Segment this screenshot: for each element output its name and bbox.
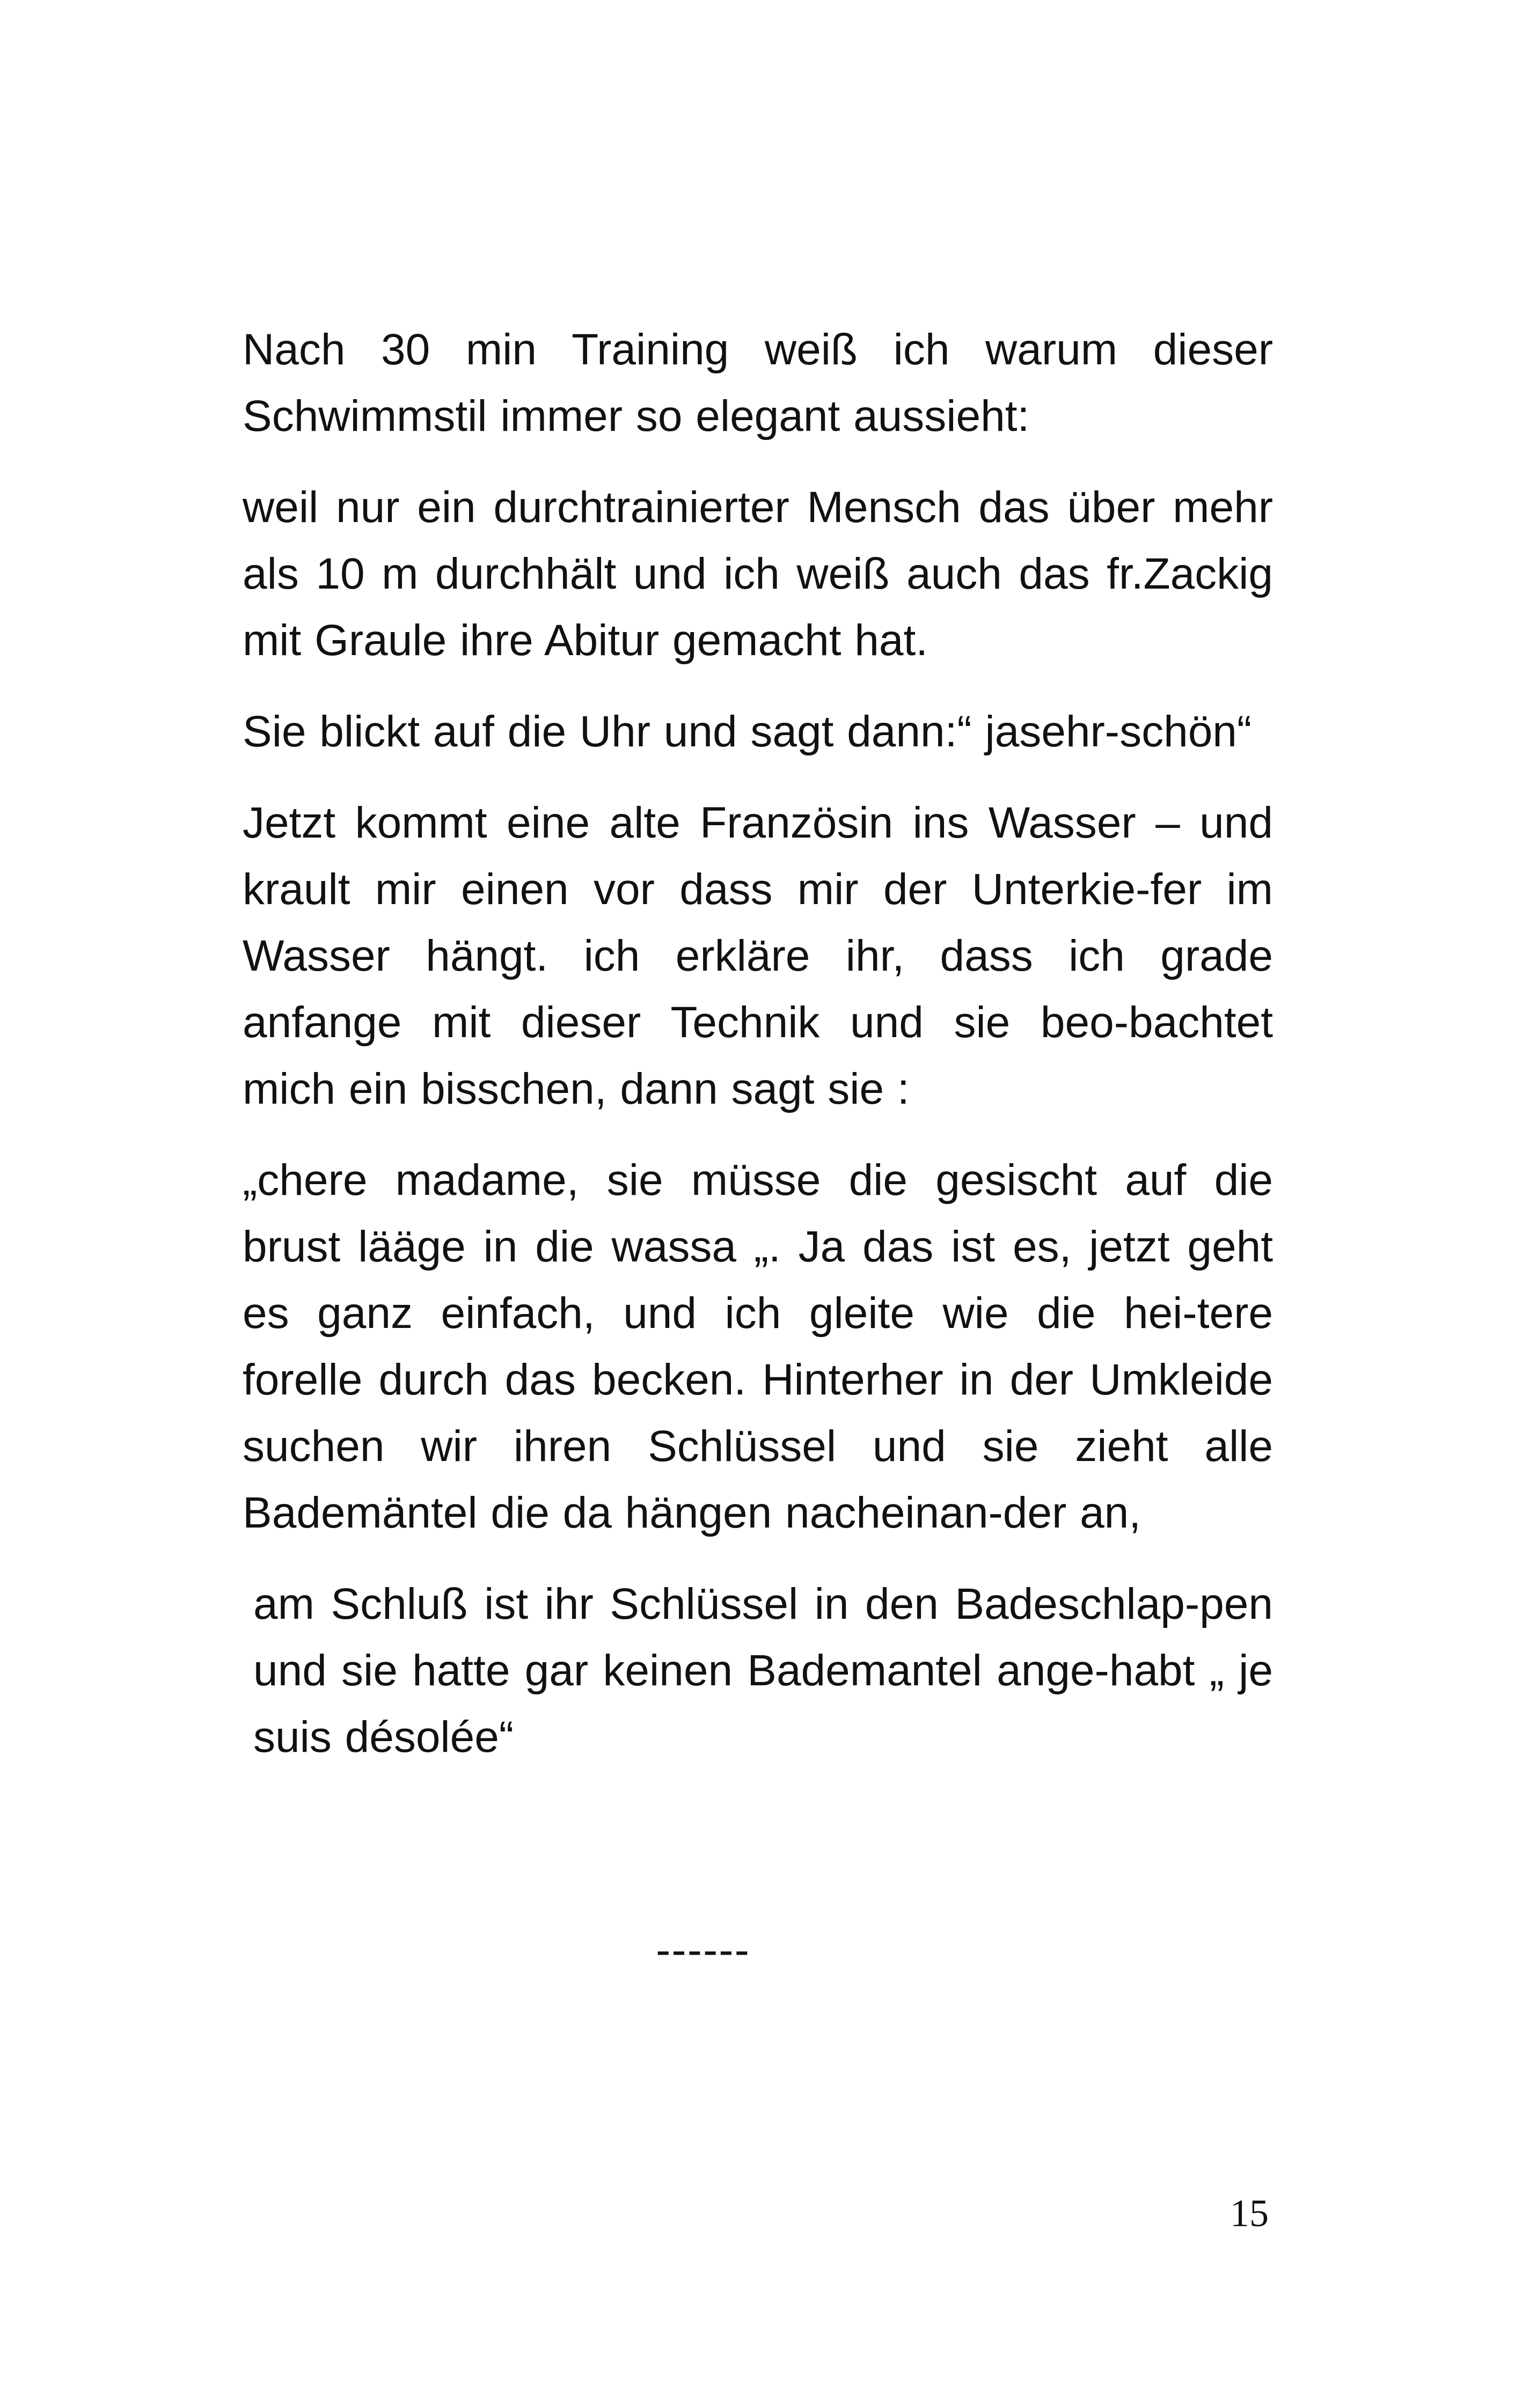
paragraph-5: „chere madame, sie müsse die gesischt auf die brust lääge in die wassa „. Ja das ist es, jetzt geht es ganz einfach, und ich gleite wie die hei-tere forelle durch das becken. Hinterher in der Umkleide suchen wir ihren Schlüssel und sie zieht alle Bademäntel die da hängen nacheinan-der an, xyxy=(243,1156,1273,1537)
paragraph-4: Jetzt kommt eine alte Französin ins Wasser – und krault mir einen vor dass mir der Unterkie-fer im Wasser hängt. ich erkläre ihr, dass ich grade anfange mit dieser Technik und sie beo-bachtet mich ein bisschen, dann sagt sie : xyxy=(243,798,1273,1113)
section-separator: ------ xyxy=(656,1926,750,1974)
body-text xyxy=(243,317,1273,1795)
paragraph-2: weil nur ein durchtrainierter Mensch das über mehr als 10 m durchhält und ich weiß auch das fr.Zackig mit Graule ihre Abitur gemacht hat. xyxy=(243,483,1273,665)
paragraph-1: Nach 30 min Training weiß ich warum dieser Schwimmstil immer so elegant aussieht: xyxy=(243,325,1273,441)
page-number: 15 xyxy=(1230,2192,1269,2235)
paragraph-3: Sie blickt auf die Uhr und sagt dann:“ jasehr-schön“ xyxy=(243,707,1252,756)
paragraph-6: am Schluß ist ihr Schlüssel in den Badeschlap-pen und sie hatte gar keinen Bademantel ange-habt „ je suis désolée“ xyxy=(253,1580,1273,1761)
